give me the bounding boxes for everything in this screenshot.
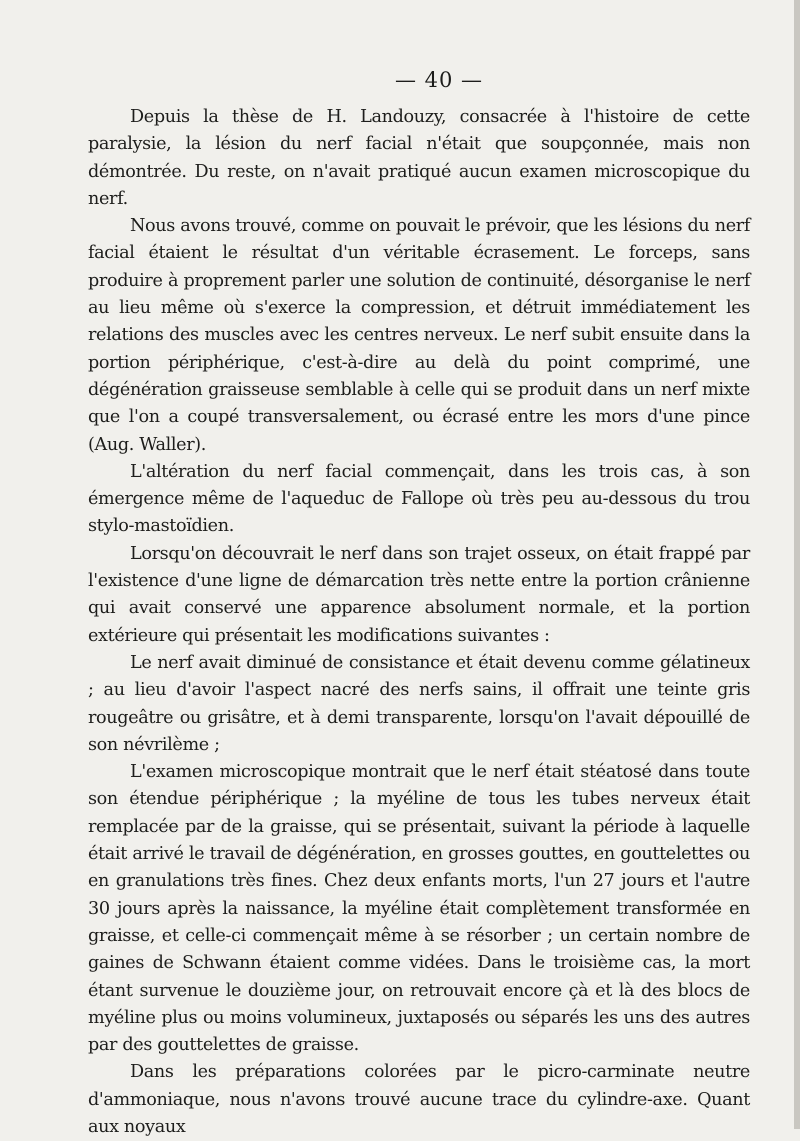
- page-number: — 40 —: [394, 68, 484, 92]
- paragraph-5: Le nerf avait diminué de consistance et était devenu comme gélatineux ; au lieu d'avoir l'aspect nacré des nerfs sains, il offrait une teinte gris rougeâtre ou grisâtre, et à demi transparente, lorsqu'on l'avait dépouillé de son névrilème ;: [88, 652, 750, 755]
- paragraph-1: Depuis la thèse de H. Landouzy, consacrée à l'histoire de cette paralysie, la lésion du nerf facial n'était que soupçonnée, mais non démontrée. Du reste, on n'avait pratiqué aucun examen microscopique du nerf.: [88, 107, 750, 209]
- paragraph-6: L'examen microscopique montrait que le nerf était stéatosé dans toute son étendue périphérique ; la myéline de tous les tubes nerveux était remplacée par de la graisse, qui se présentait, suivant la période à laquelle était arrivé le travail de dégénération, en grosses gouttes, en gouttelettes ou en granulations très fines. Chez deux enfants morts, l'un 27 jours et l'autre 30 jours après la naissance, la myéline était complètement transformée en graisse, et celle-ci commençait même à se résorber ; un certain nombre de gaines de Schwann étaient comme vidées. Dans le troisième cas, la mort étant survenue le douzième jour, on retrouvait encore çà et là des blocs de myéline plus ou moins volumineux, juxtaposés ou séparés les uns des autres par des gouttelettes de graisse.: [88, 762, 750, 1056]
- page-edge-shadow: [794, 0, 800, 1129]
- paragraph-2: Nous avons trouvé, comme on pouvait le prévoir, que les lésions du nerf facial étaient le résultat d'un véritable écrasement. Le forceps, sans produire à proprement parler une solution de continuité, désorganise le nerf au lieu même où s'exerce la compression, et détruit immédiatement les relations des muscles avec les centres nerveux. Le nerf subit ensuite dans la portion périphérique, c'est-à-dire au delà du point comprimé, une dégénération graisseuse semblable à celle qui se produit dans un nerf mixte que l'on a coupé transversalement, ou écrasé entre les mors d'une pince (Aug. Waller).: [88, 216, 750, 455]
- paragraph-7: Dans les préparations colorées par le picro-carminate neutre d'ammoniaque, nous n'avons trouvé aucune trace du cylindre-axe. Quant aux noyaux: [88, 1062, 750, 1137]
- paragraph-4: Lorsqu'on découvrait le nerf dans son trajet osseux, on était frappé par l'existence d'une ligne de démarcation très nette entre la portion crânienne qui avait conservé une apparence absolument normale, et la portion extérieure qui présentait les modifications suivantes :: [88, 543, 750, 646]
- paragraph-3: L'altération du nerf facial commençait, dans les trois cas, à son émergence même de l'aqueduc de Fallope où très peu au-dessous du trou stylo-mastoïdien.: [88, 461, 750, 537]
